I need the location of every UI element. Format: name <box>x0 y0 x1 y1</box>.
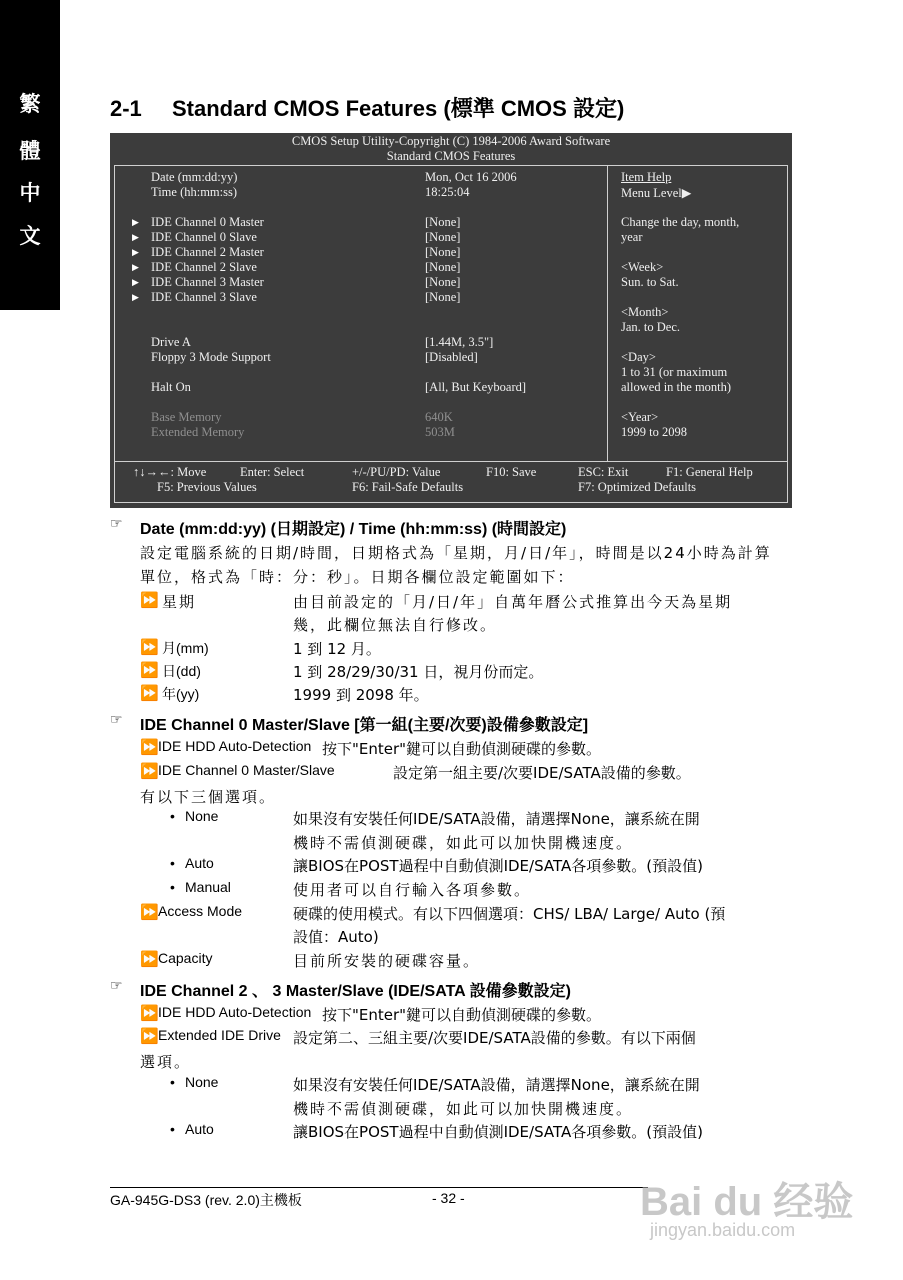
bios-row-label[interactable]: Date (mm:dd:yy) <box>151 170 238 184</box>
item-desc: 設定第二、三組主要/次要IDE/SATA設備的參數。有以下兩個 <box>293 1029 696 1047</box>
item-key: 年(yy) <box>162 686 200 702</box>
double-arrow-icon: ⏩ <box>140 1004 159 1022</box>
bios-row-label[interactable]: Time (hh:mm:ss) <box>151 185 238 199</box>
paragraph: 單位，格式為「時：分：秒」。日期各欄位設定範圍如下： <box>140 568 575 586</box>
section-number: 2-1 <box>110 96 142 121</box>
key-hint-previous: F5: Previous Values <box>157 480 257 494</box>
key-hint-help: F1: General Help <box>666 465 753 479</box>
footer-model: GA-945G-DS3 (rev. 2.0)主機板 <box>110 1192 302 1208</box>
item-desc: 1 到 12 月。 <box>293 640 381 658</box>
option-desc: 如果沒有安裝任何IDE/SATA設備，請選擇None，讓系統在開 <box>293 1076 700 1094</box>
bios-row-value: 640K <box>425 410 453 424</box>
submenu-arrow-icon: ▶ <box>132 217 139 227</box>
bullet: • <box>170 808 175 824</box>
submenu-arrow-icon: ▶ <box>132 247 139 257</box>
item-desc: 硬碟的使用模式。有以下四個選項：CHS/ LBA/ Large/ Auto (預 <box>293 905 726 923</box>
footer-rule <box>110 1187 648 1188</box>
double-arrow-icon: ⏩ <box>140 591 159 609</box>
item-help-title: Item Help <box>621 170 672 184</box>
bullet: • <box>170 1074 175 1090</box>
double-arrow-icon: ⏩ <box>140 950 159 968</box>
item-help-line: Sun. to Sat. <box>621 275 679 289</box>
side-tab-char: 中 <box>19 180 41 205</box>
double-arrow-icon: ⏩ <box>140 661 159 679</box>
bios-header-title: Standard CMOS Features <box>386 149 516 163</box>
double-arrow-icon: ⏩ <box>140 684 159 702</box>
bios-row-value[interactable]: [None] <box>425 275 461 289</box>
bios-header-copyright: CMOS Setup Utility-Copyright (C) 1984-2006 Award Software <box>291 134 611 148</box>
bios-row-value[interactable]: [1.44M, 3.5"] <box>425 335 494 349</box>
section-heading-ide-channel-2-3: IDE Channel 2 、 3 Master/Slave (IDE/SATA 設備參數設定) <box>140 983 571 1000</box>
side-tab <box>0 0 60 310</box>
baidu-watermark-url: jingyan.baidu.com <box>650 1220 796 1240</box>
option-desc: 機時不需偵測硬碟，如此可以加快開機速度。 <box>293 1100 634 1118</box>
bios-row-value[interactable]: [None] <box>425 290 461 304</box>
bios-row-label: Extended Memory <box>151 425 245 439</box>
item-key: Access Mode <box>158 903 243 919</box>
item-help-line: year <box>621 230 643 244</box>
key-hint-move: ↑↓→←: Move <box>133 465 207 479</box>
side-tab-char: 文 <box>19 223 41 248</box>
double-arrow-icon: ⏩ <box>140 1027 159 1045</box>
bios-row-label[interactable]: IDE Channel 2 Master <box>151 245 264 259</box>
section-title: Standard CMOS Features (標準 CMOS 設定) <box>172 96 625 121</box>
bios-row-label[interactable]: IDE Channel 0 Master <box>151 215 264 229</box>
option-key: Auto <box>185 1121 214 1137</box>
bios-row-value[interactable]: Mon, Oct 16 2006 <box>425 170 517 184</box>
item-desc: 1 到 28/29/30/31 日，視月份而定。 <box>293 663 544 681</box>
item-desc: 設定第一組主要/次要IDE/SATA設備的參數。 <box>393 764 691 782</box>
bios-row-label[interactable]: Drive A <box>151 335 191 349</box>
section-heading-ide-channel-0: IDE Channel 0 Master/Slave [第一組(主要/次要)設備參數設定] <box>140 717 589 734</box>
item-desc: 按下"Enter"鍵可以自動偵測硬碟的參數。 <box>322 1006 602 1024</box>
submenu-arrow-icon: ▶ <box>132 232 139 242</box>
bios-row-value[interactable]: [None] <box>425 215 461 229</box>
option-desc: 機時不需偵測硬碟，如此可以加快開機速度。 <box>293 834 634 852</box>
bios-row-value[interactable]: [Disabled] <box>425 350 478 364</box>
item-help-line: 1 to 31 (or maximum <box>621 365 728 379</box>
item-desc: 目前所安裝的硬碟容量。 <box>293 952 481 970</box>
item-help-line: <Day> <box>621 350 656 364</box>
item-help-line: Change the day, month, <box>621 215 740 229</box>
option-desc: 讓BIOS在POST過程中自動偵測IDE/SATA各項參數。(預設值) <box>293 857 703 875</box>
item-help-line: Jan. to Dec. <box>621 320 681 334</box>
bios-row-value[interactable]: [All, But Keyboard] <box>425 380 527 394</box>
key-hint-exit: ESC: Exit <box>578 465 629 479</box>
submenu-arrow-icon: ▶ <box>132 292 139 302</box>
item-desc: 1999 到 2098 年。 <box>293 686 429 704</box>
item-key: 日(dd) <box>162 663 201 679</box>
pointing-hand-icon: ☞ <box>110 516 123 532</box>
option-desc: 如果沒有安裝任何IDE/SATA設備，請選擇None，讓系統在開 <box>293 810 700 828</box>
option-key: Manual <box>185 879 231 895</box>
double-arrow-icon: ⏩ <box>140 738 159 756</box>
double-arrow-icon: ⏩ <box>140 762 159 780</box>
item-key: 月(mm) <box>162 640 209 656</box>
bios-row-label[interactable]: Floppy 3 Mode Support <box>151 350 271 364</box>
bios-row-value[interactable]: [None] <box>425 230 461 244</box>
bios-row-value: 503M <box>425 425 455 439</box>
bios-row-value[interactable]: [None] <box>425 245 461 259</box>
option-key: None <box>185 808 219 824</box>
item-help-line: <Week> <box>621 260 664 274</box>
double-arrow-icon: ⏩ <box>140 903 159 921</box>
key-hint-failsafe: F6: Fail-Safe Defaults <box>352 480 464 494</box>
bios-row-label[interactable]: IDE Channel 0 Slave <box>151 230 257 244</box>
double-arrow-icon: ⏩ <box>140 638 159 656</box>
option-key: Auto <box>185 855 214 871</box>
bullet: • <box>170 1121 175 1137</box>
bios-row-value[interactable]: [None] <box>425 260 461 274</box>
item-key: Capacity <box>158 950 213 966</box>
side-tab-char: 繁 <box>19 91 41 116</box>
bios-row-label[interactable]: IDE Channel 3 Master <box>151 275 264 289</box>
key-hint-value: +/-/PU/PD: Value <box>352 465 441 479</box>
page-number: - 32 - <box>432 1190 465 1206</box>
option-desc: 使用者可以自行輸入各項參數。 <box>293 881 532 899</box>
section-heading-date-time: Date (mm:dd:yy) (日期設定) / Time (hh:mm:ss) (時間設定) <box>140 521 567 538</box>
bios-screen <box>110 133 792 508</box>
item-key: IDE HDD Auto-Detection <box>158 1004 312 1020</box>
paragraph: 設定電腦系統的日期/時間，日期格式為「星期，月/日/年」，時間是以24小時為計算 <box>140 544 772 562</box>
bios-row-label: Base Memory <box>151 410 222 424</box>
submenu-arrow-icon: ▶ <box>132 277 139 287</box>
baidu-watermark-logo: Bai du 经验 <box>640 1180 854 1224</box>
bullet: • <box>170 855 175 871</box>
pointing-hand-icon: ☞ <box>110 712 123 728</box>
item-key: Extended IDE Drive <box>158 1027 281 1043</box>
bullet: • <box>170 879 175 895</box>
item-desc: 幾，此欄位無法自行修改。 <box>293 616 498 634</box>
bios-row-label[interactable]: IDE Channel 3 Slave <box>151 290 257 304</box>
item-key: IDE HDD Auto-Detection <box>158 738 312 754</box>
page-title <box>110 92 624 123</box>
item-desc: 由目前設定的「月/日/年」自萬年曆公式推算出今天為星期 <box>293 593 733 611</box>
pointing-hand-icon: ☞ <box>110 978 123 994</box>
key-hint-save: F10: Save <box>486 465 537 479</box>
item-help-line: 1999 to 2098 <box>621 425 687 439</box>
item-key: 星期 <box>162 593 197 611</box>
option-desc: 讓BIOS在POST過程中自動偵測IDE/SATA各項參數。(預設值) <box>293 1123 703 1141</box>
key-hint-select: Enter: Select <box>240 465 305 479</box>
submenu-arrow-icon: ▶ <box>132 262 139 272</box>
item-help-line: <Year> <box>621 410 659 424</box>
side-tab-char: 體 <box>19 138 41 163</box>
item-help-line: <Month> <box>621 305 669 319</box>
item-help-line: allowed in the month) <box>621 380 732 394</box>
bios-row-label[interactable]: IDE Channel 2 Slave <box>151 260 257 274</box>
item-desc: 設值：Auto) <box>293 928 379 946</box>
paragraph: 選項。 <box>140 1053 192 1071</box>
key-hint-optimized: F7: Optimized Defaults <box>578 480 697 494</box>
paragraph: 有以下三個選項。 <box>140 788 277 806</box>
item-help-line: Menu Level▶ <box>621 186 692 200</box>
bios-row-value[interactable]: 18:25:04 <box>425 185 470 199</box>
bios-row-label[interactable]: Halt On <box>151 380 191 394</box>
option-key: None <box>185 1074 219 1090</box>
item-key: IDE Channel 0 Master/Slave <box>158 762 335 778</box>
item-desc: 按下"Enter"鍵可以自動偵測硬碟的參數。 <box>322 740 602 758</box>
